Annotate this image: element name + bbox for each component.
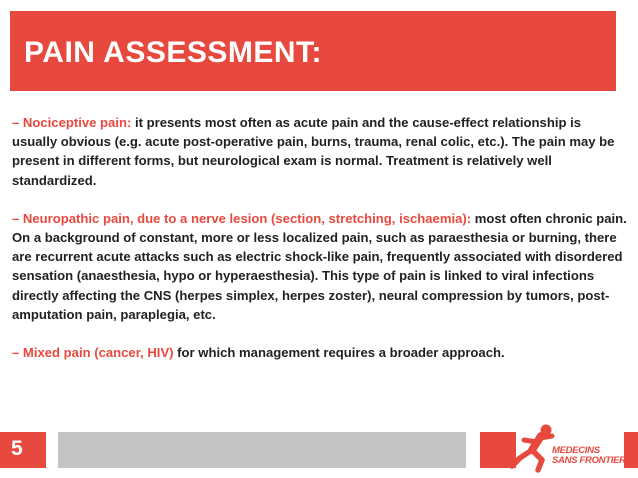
mixed-heading: – Mixed pain (cancer, HIV) bbox=[12, 345, 174, 361]
logo-wordmark bbox=[552, 446, 638, 466]
slide-title: PAIN ASSESSMENT: bbox=[24, 36, 323, 69]
footer-bar bbox=[58, 432, 466, 468]
neuropathic-heading: – Neuropathic pain, due to a nerve lesion (section, stretching, ischaemia): bbox=[12, 210, 472, 226]
mixed-text: for which management requires a broader approach. bbox=[173, 345, 505, 361]
mixed-paragraph bbox=[12, 343, 628, 362]
msf-logo bbox=[502, 416, 638, 478]
title-banner bbox=[10, 11, 616, 91]
logo-line-2: SANS FRONTIERES bbox=[552, 455, 638, 466]
nociceptive-text: it presents most often as acute pain and the cause-effect relationship is usually obvious (e.g. acute post-operative pain, burns, trauma, renal colic, etc.). The pain may be present in different forms, but neurological exam is normal. Treatment is relatively well standardized. bbox=[12, 115, 615, 188]
nociceptive-heading: – Nociceptive pain: bbox=[12, 115, 132, 130]
slide-body bbox=[12, 113, 628, 381]
nociceptive-paragraph bbox=[12, 113, 628, 190]
logo-line-1: MEDECINS bbox=[552, 445, 600, 456]
neuropathic-paragraph bbox=[12, 209, 628, 324]
neuropathic-text: most often chronic pain. On a background of constant, more or less localized pain, such as paraesthesia or burning, there are recurrent acute attacks such as electric shock-like pain, frequently associated with disordered sensation (anaesthesia, hypo or hyperaesthesia). This type of pain is linked to viral infections directly affecting the CNS (herpes simplex, herpes zoster), neural compression by tumors, post- amputation pain, paraplegia, etc. bbox=[12, 210, 627, 322]
page-number: 5 bbox=[11, 437, 23, 460]
page-number-box bbox=[0, 432, 46, 468]
